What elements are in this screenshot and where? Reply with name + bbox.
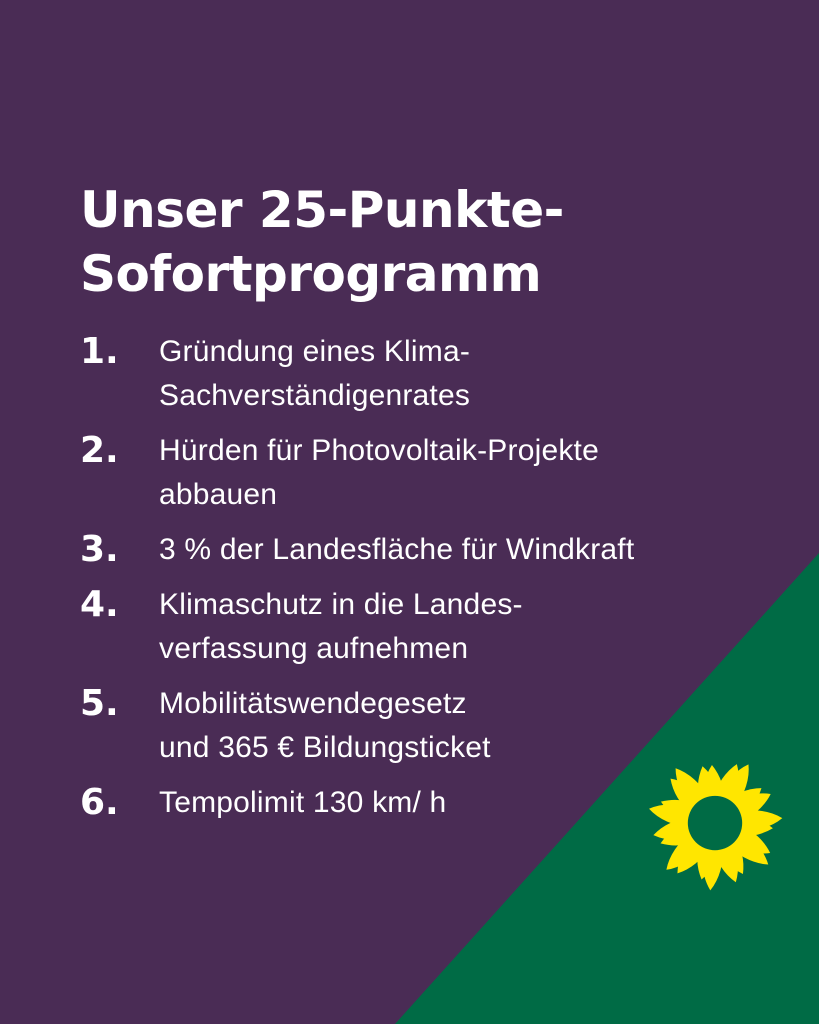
item-text [159, 583, 740, 671]
item-number: 3. [80, 529, 119, 570]
page-title [80, 178, 760, 306]
list-item [80, 583, 740, 671]
item-text-line: Klimaschutz in die Landes- [159, 588, 523, 621]
list-item [80, 429, 740, 517]
item-text [159, 330, 740, 418]
sunflower-icon [640, 748, 790, 898]
item-text-line: Hürden für Photovoltaik-Projekte [159, 434, 599, 467]
item-text-line: verfassung aufnehmen [159, 632, 469, 665]
item-text-line: abbauen [159, 478, 278, 511]
title-line-2: Sofortprogramm [80, 245, 542, 303]
item-text-line: Sachverständigenrates [159, 379, 471, 412]
item-text-line: und 365 € Bildungsticket [159, 731, 491, 764]
item-text-line: 3 % der Landesfläche für Windkraft [159, 533, 635, 566]
item-text [159, 528, 740, 572]
list-item [80, 528, 740, 572]
item-number: 4. [80, 584, 119, 625]
title-line-1: Unser 25-Punkte- [80, 181, 564, 239]
item-number: 5. [80, 683, 119, 724]
item-text-line: Mobilitätswendegesetz [159, 687, 467, 720]
list-item [80, 330, 740, 418]
item-number: 1. [80, 331, 119, 372]
item-number: 2. [80, 430, 119, 471]
item-text-line: Gründung eines Klima- [159, 335, 471, 368]
item-text-line: Tempolimit 130 km/ h [159, 786, 447, 819]
item-text [159, 429, 740, 517]
item-number: 6. [80, 782, 119, 823]
